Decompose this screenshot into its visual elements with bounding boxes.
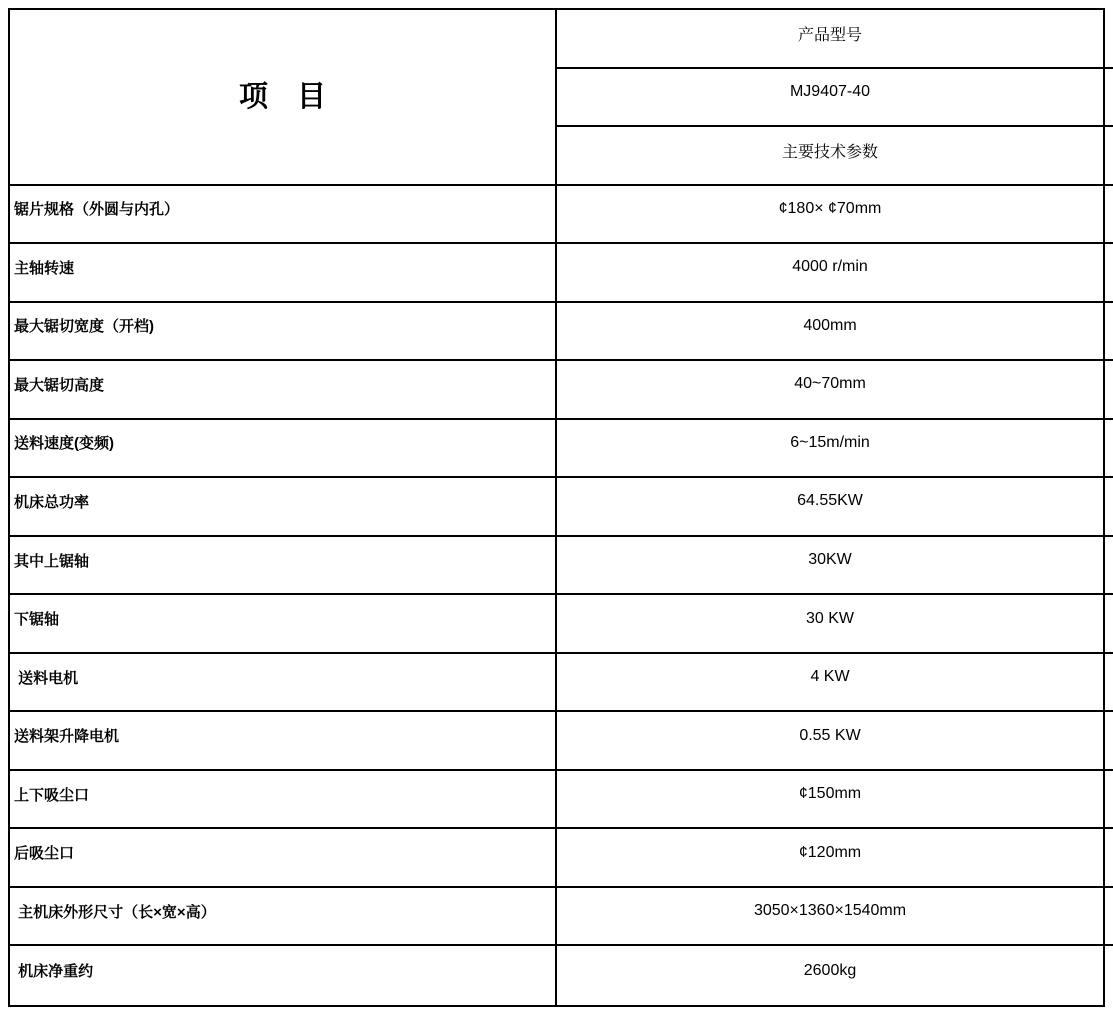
tech-params-header-cell: 主要技术参数 xyxy=(557,127,1103,186)
row-divider-extension xyxy=(1105,710,1113,712)
row-divider-extension xyxy=(1105,593,1113,595)
spec-value: 4000 r/min xyxy=(557,244,1103,303)
spec-value: ¢120mm xyxy=(557,829,1103,888)
spec-value: 2600kg xyxy=(803,961,857,979)
spec-value: 400mm xyxy=(557,303,1103,362)
spec-table-frame xyxy=(8,8,1105,1007)
row-divider-extension xyxy=(1105,359,1113,361)
row-divider-extension xyxy=(1105,184,1113,186)
spec-label: 最大锯切宽度（开档) xyxy=(10,303,557,362)
spec-label: 机床净重约 xyxy=(10,946,557,1005)
spec-table xyxy=(10,10,1103,1005)
spec-value: 30KW xyxy=(557,537,1103,596)
row-divider-extension xyxy=(1105,418,1113,420)
spec-value: 3050×1360×1540mm xyxy=(557,888,1103,947)
row-divider-extension xyxy=(1105,944,1113,946)
model-number-cell: MJ9407-40 xyxy=(557,69,1103,128)
spec-label: 送料架升降电机 xyxy=(10,712,557,771)
items-header-cell: 项 目 xyxy=(10,10,557,186)
spec-label: 送料电机 xyxy=(10,654,557,713)
spec-value: 40~70mm xyxy=(557,361,1103,420)
row-divider-extension xyxy=(1105,301,1113,303)
spec-value: 6~15m/min xyxy=(557,420,1103,479)
spec-label: 锯片规格（外圆与内孔） xyxy=(10,186,557,245)
spec-value: 64.55KW xyxy=(557,478,1103,537)
spec-label: 下锯轴 xyxy=(10,595,557,654)
spec-value: 30 KW xyxy=(557,595,1103,654)
spec-label: 最大锯切高度 xyxy=(10,361,557,420)
spec-value: 4 KW xyxy=(557,654,1103,713)
row-divider-extension xyxy=(1105,242,1113,244)
spec-value: 0.55 KW xyxy=(557,712,1103,771)
row-divider-extension xyxy=(1105,652,1113,654)
row-divider-extension xyxy=(1105,476,1113,478)
spec-label: 机床总功率 xyxy=(10,478,557,537)
row-divider-extension xyxy=(1105,67,1113,69)
spec-label: 后吸尘口 xyxy=(10,829,557,888)
row-divider-extension xyxy=(1105,769,1113,771)
spec-label: 送料速度(变频) xyxy=(10,420,557,479)
row-divider-extension xyxy=(1105,827,1113,829)
spec-value: ¢150mm xyxy=(557,771,1103,830)
spec-label: 其中上锯轴 xyxy=(10,537,557,596)
row-divider-extension xyxy=(1105,886,1113,888)
product-model-header-cell: 产品型号 xyxy=(557,10,1103,69)
row-divider-extension xyxy=(1105,125,1113,127)
row-divider-extension xyxy=(1105,535,1113,537)
spec-value: ¢180× ¢70mm xyxy=(557,186,1103,245)
spec-label: 上下吸尘口 xyxy=(10,771,557,830)
spec-label: 主轴转速 xyxy=(10,244,557,303)
spec-label: 主机床外形尺寸（长×宽×高） xyxy=(10,888,557,947)
